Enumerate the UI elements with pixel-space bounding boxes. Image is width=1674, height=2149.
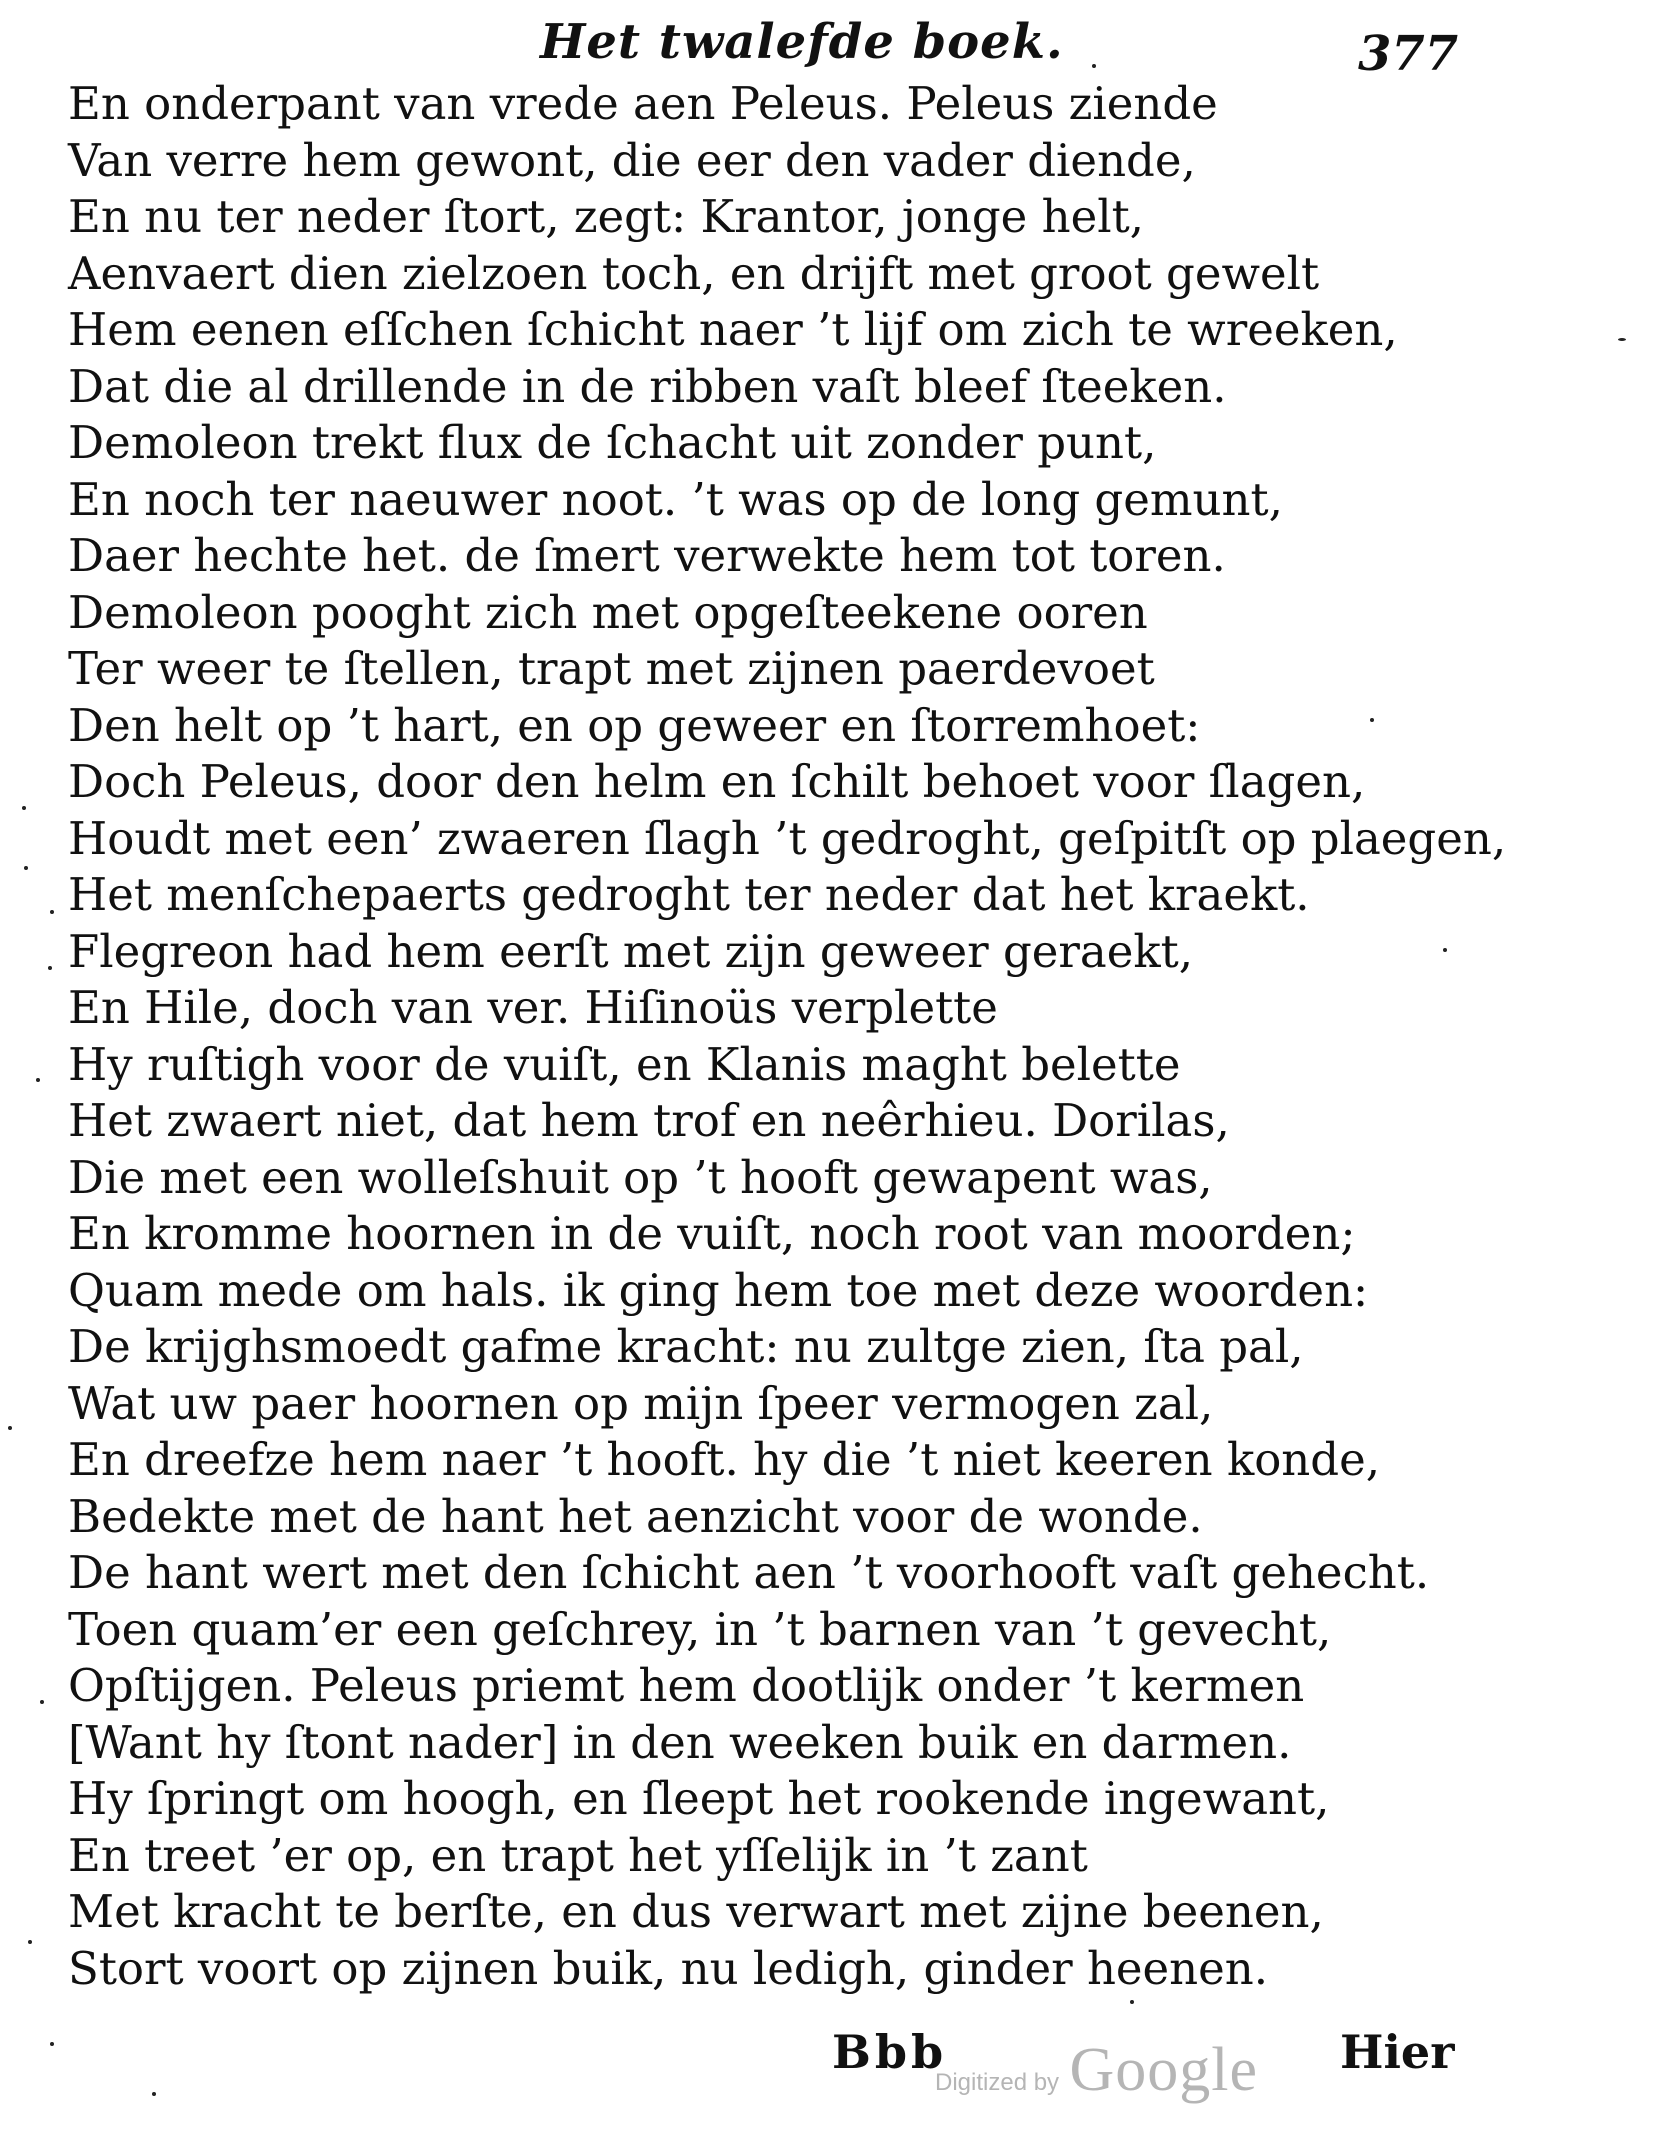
verse-line: Het zwaert niet, dat hem trof en neêrhieu. Dorilas, bbox=[68, 1094, 1230, 1147]
verse-line: Hy ſpringt om hoogh, en ſleept het rookende ingewant, bbox=[68, 1772, 1330, 1825]
scan-speck bbox=[28, 1940, 32, 1944]
watermark-brand: Google bbox=[1069, 2036, 1259, 2104]
scan-speck bbox=[24, 866, 28, 870]
scan-speck bbox=[8, 1426, 12, 1430]
verse-line: Die met een wolleſshuit op ’t hooft gewapent was, bbox=[68, 1150, 1213, 1204]
verse-line: Toen quam’er een geſchrey, in ’t barnen van ’t gevecht, bbox=[68, 1602, 1332, 1656]
signature-mark: Bbb bbox=[832, 2025, 948, 2079]
page-footer bbox=[0, 2025, 1674, 2105]
verse-line: Bedekte met de hant het aenzicht voor de wonde. bbox=[68, 1489, 1203, 1543]
verse-line: Hem eenen eſſchen ſchicht naer ’t lijf om zich te wreeken, bbox=[68, 303, 1398, 356]
verse-line: En nu ter neder ſtort, zegt: Krantor, jonge helt, bbox=[68, 190, 1144, 243]
verse-line: Opſtijgen. Peleus priemt hem dootlijk onder ’t kermen bbox=[68, 1659, 1305, 1712]
verse-line: Flegreon had hem eerſt met zijn geweer geraekt, bbox=[68, 924, 1194, 978]
scan-speck bbox=[48, 966, 52, 970]
verse-line: En onderpant van vrede aen Peleus. Peleus ziende bbox=[68, 77, 1218, 130]
verse-line: Daer hechte het. de ſmert verwekte hem tot toren. bbox=[68, 529, 1226, 582]
verse-line: Ter weer te ſtellen, trapt met zijnen paerdevoet bbox=[68, 642, 1155, 695]
watermark-prefix: Digitized by bbox=[935, 2069, 1060, 2096]
scan-speck bbox=[1370, 718, 1374, 722]
verse-line: Doch Peleus, door den helm en ſchilt behoet voor ſlagen, bbox=[68, 755, 1366, 808]
verse-line: Met kracht te berſte, en dus verwart met zijne beenen, bbox=[68, 1885, 1324, 1938]
verse-line: Demoleon pooght zich met opgeſteekene ooren bbox=[68, 585, 1148, 639]
verse-block bbox=[68, 76, 1507, 1997]
scan-speck bbox=[1618, 338, 1626, 341]
scan-speck bbox=[50, 2042, 54, 2046]
verse-line: Hy ruſtigh voor de vuiſt, en Klanis maght belette bbox=[68, 1037, 1181, 1091]
verse-line: De krijghsmoedt gafme kracht: nu zultge zien, ſta pal, bbox=[68, 1320, 1304, 1373]
verse-line: [Want hy ſtont nader] in den weeken buik en darmen. bbox=[68, 1715, 1292, 1769]
scan-speck bbox=[40, 1700, 44, 1704]
scan-speck bbox=[50, 910, 54, 914]
verse-line: Dat die al drillende in de ribben vaſt bleef ſteeken. bbox=[68, 359, 1227, 413]
scan-speck bbox=[1443, 948, 1447, 952]
digitized-watermark bbox=[935, 2035, 1258, 2106]
verse-line: Houdt met een’ zwaeren ſlagh ’t gedroght, geſpitſt op plaegen, bbox=[68, 811, 1507, 865]
catchword: Hier bbox=[1340, 2025, 1455, 2079]
verse-line: Wat uw paer hoornen op mijn ſpeer vermogen zal, bbox=[68, 1376, 1214, 1430]
verse-line: En kromme hoornen in de vuiſt, noch root van moorden; bbox=[68, 1207, 1356, 1260]
verse-line: En treet ’er op, en trapt het yſſelijk in ’t zant bbox=[68, 1828, 1088, 1882]
verse-line: En dreefze hem naer ’t hooft. hy die ’t niet keeren konde, bbox=[68, 1433, 1381, 1486]
scan-speck bbox=[152, 2092, 156, 2096]
verse-line: Demoleon trekt flux de ſchacht uit zonder punt, bbox=[68, 416, 1157, 469]
verse-line: Den helt op ’t hart, en op geweer en ſtorremhoet: bbox=[68, 698, 1201, 752]
verse-line: De hant wert met den ſchicht aen ’t voorhooft vaſt gehecht. bbox=[68, 1546, 1430, 1599]
verse-line: Het menſchepaerts gedroght ter neder dat het kraekt. bbox=[68, 868, 1310, 921]
verse-line: Van verre hem gewont, die eer den vader diende, bbox=[68, 133, 1196, 187]
scan-speck bbox=[22, 806, 26, 810]
verse-line: Stort voort op zijnen buik, nu ledigh, ginder heenen. bbox=[68, 1941, 1269, 1995]
scan-speck bbox=[36, 1078, 40, 1082]
verse-line: Quam mede om hals. ik ging hem toe met deze woorden: bbox=[68, 1263, 1369, 1317]
scan-speck bbox=[1130, 2000, 1134, 2004]
page-number: 377 bbox=[1358, 26, 1459, 82]
scan-speck bbox=[1092, 64, 1096, 68]
running-title: Het twalefde boek. bbox=[540, 14, 1064, 70]
verse-line: En noch ter naeuwer noot. ’t was op de long gemunt, bbox=[68, 472, 1283, 526]
verse-line: En Hile, doch van ver. Hiſinoüs verplette bbox=[68, 981, 998, 1034]
verse-line: Aenvaert dien zielzoen toch, en drijft met groot gewelt bbox=[68, 246, 1320, 300]
